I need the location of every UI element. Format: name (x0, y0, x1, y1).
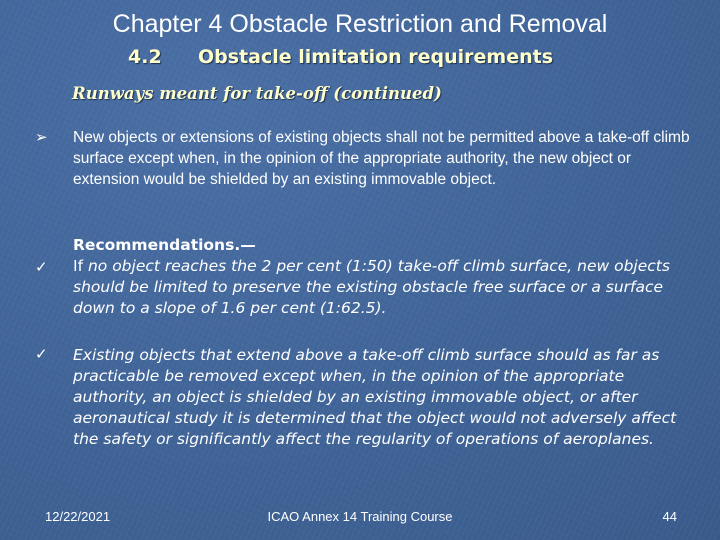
check-bullet-icon: ✓ (35, 258, 48, 276)
if-word: If (73, 257, 84, 275)
footer-date: 12/22/2021 (45, 509, 111, 524)
arrow-bullet-icon: ➢ (35, 128, 48, 146)
footer-course: ICAO Annex 14 Training Course (267, 509, 453, 524)
bullet-text-3: Existing objects that extend above a take-off climb surface should as far as practicable be removed except when, in the opinion of the appropriate authority, an object is shielded by an existing immovable object, or after aeronautical study it is determined that the object would not adversely affect the safety or significantly affect the regularity of operations of aeroplanes. (73, 346, 677, 448)
slide-title: Chapter 4 Obstacle Restriction and Removal (112, 10, 608, 38)
section-number: 4.2 (128, 46, 162, 68)
check-bullet-icon: ✓ (35, 345, 48, 363)
bullet-text-2 (73, 235, 693, 319)
recommendation-text: no object reaches the 2 per cent (1:50) take-off climb surface, new objects should be limited to preserve the existing obstacle free surface or a surface down to a slope of 1.6 per cent (1:62.5). (73, 257, 670, 317)
section-title: Obstacle limitation requirements (198, 46, 554, 68)
section-heading (128, 46, 553, 68)
bullet-text-1: New objects or extensions of existing objects shall not be permitted above a take-off climb surface except when, in the opinion of the appropriate authority, the new object or extension would be shielded by an existing immovable object. (73, 129, 690, 188)
recommendations-label: Recommendations.— (73, 236, 256, 254)
subsection-heading: Runways meant for take-off (continued) (72, 84, 442, 103)
page-number: 44 (662, 509, 677, 524)
